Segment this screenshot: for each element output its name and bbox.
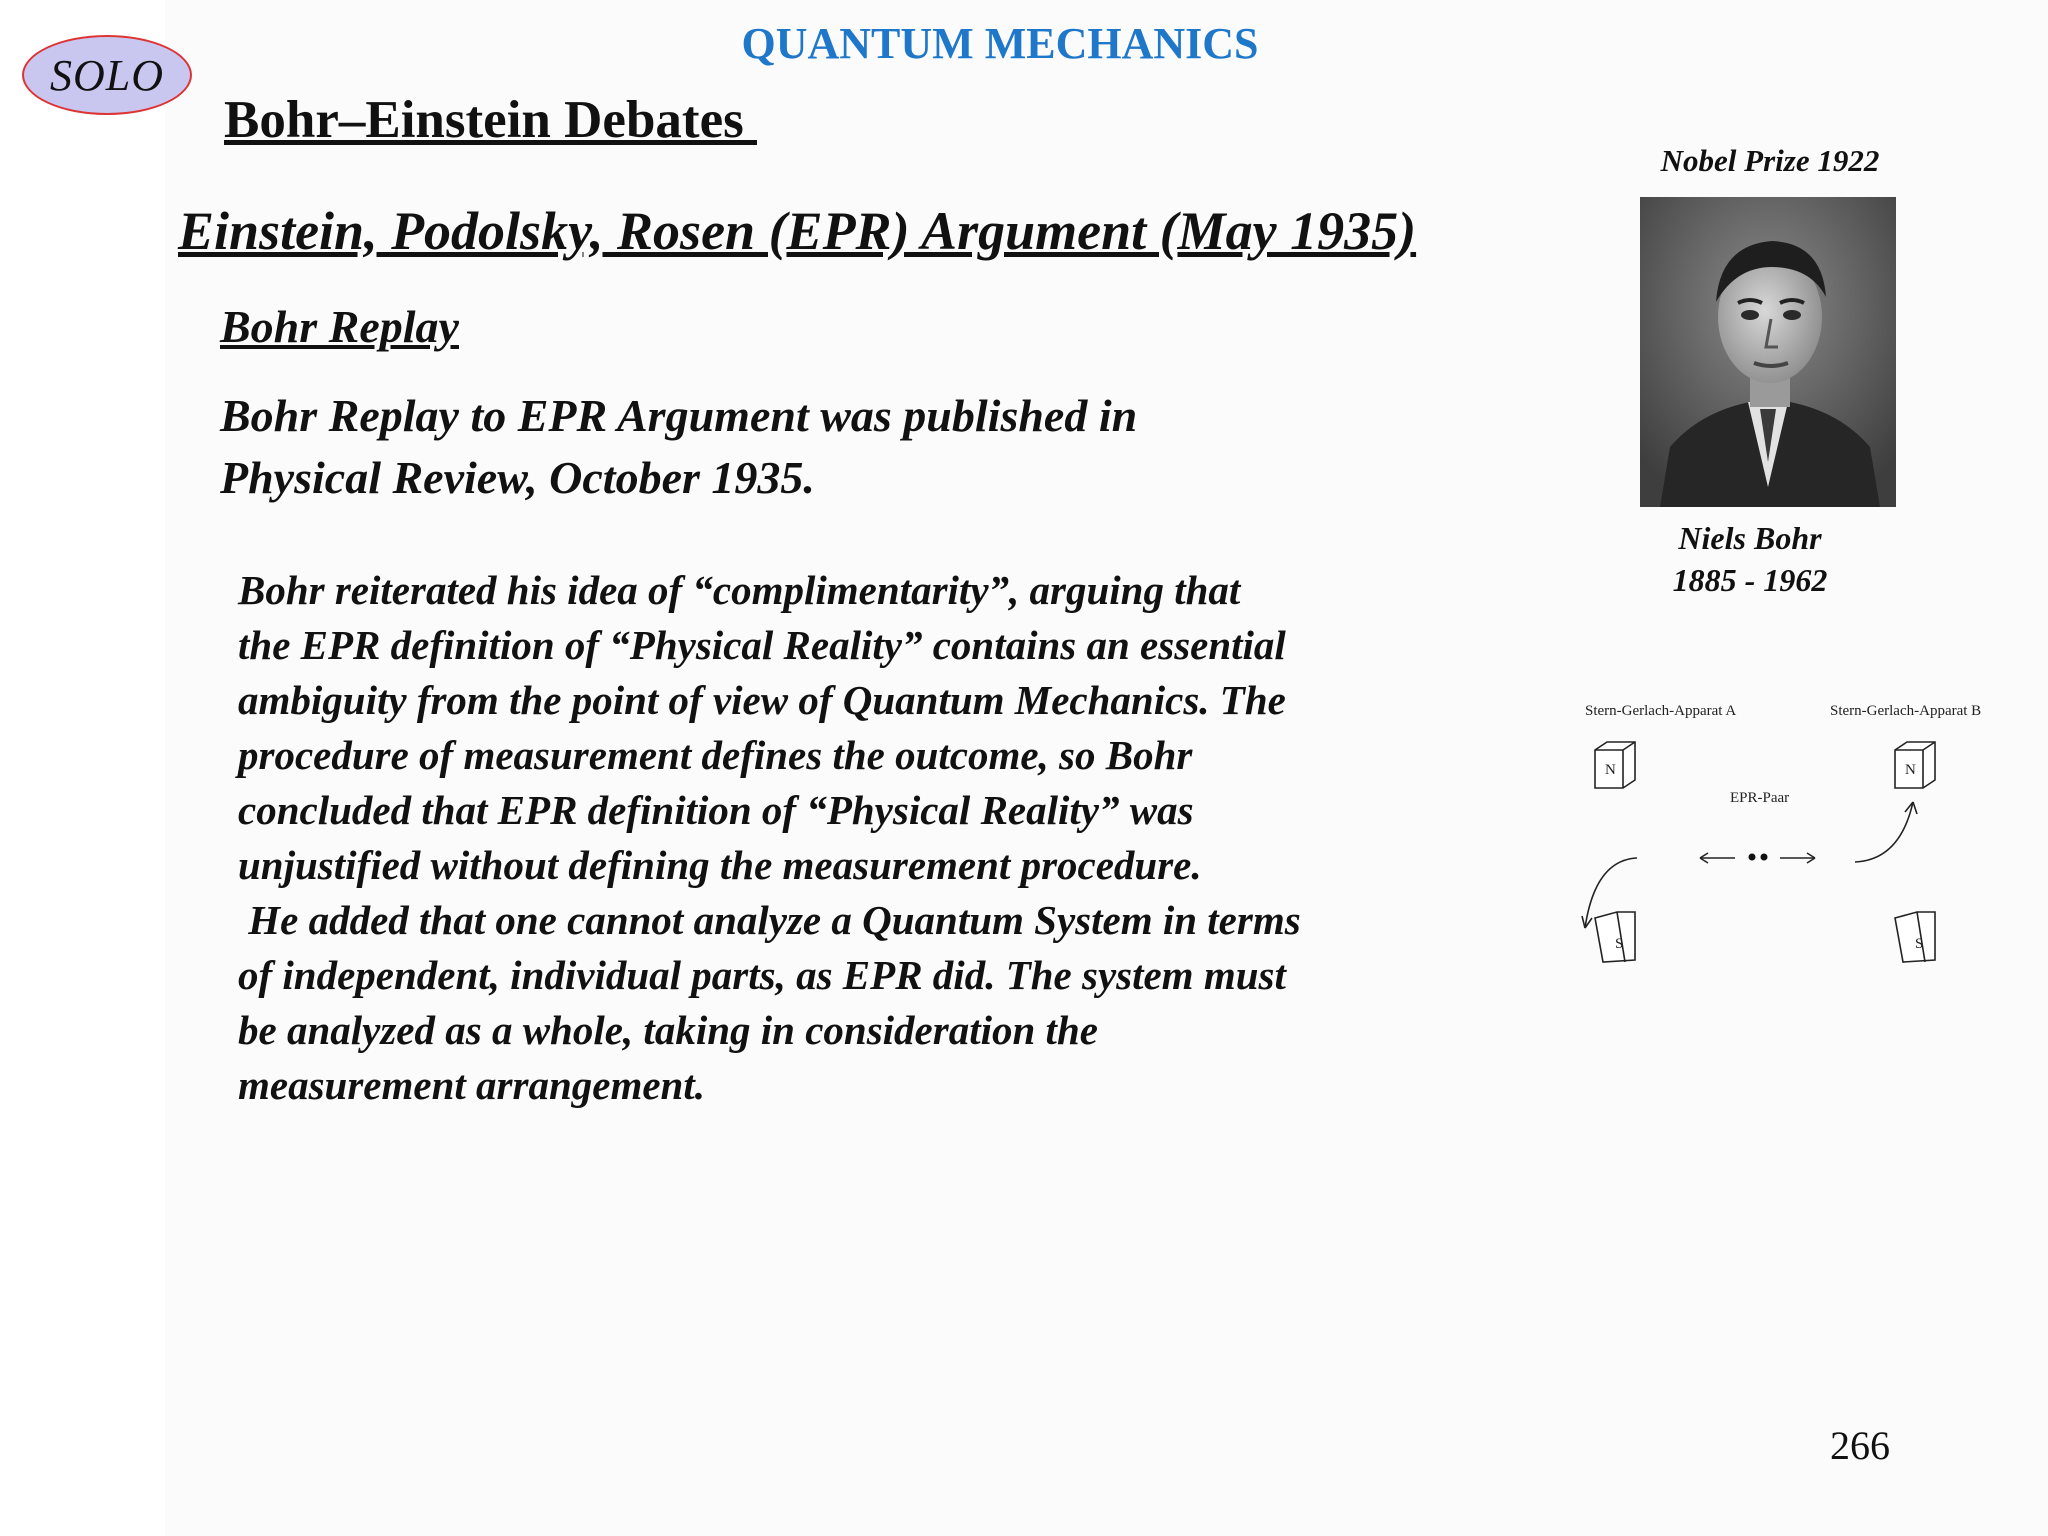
epr-pair-label: EPR-Paar (1730, 790, 1790, 806)
body-paragraph (238, 563, 1468, 1113)
slide-header: QUANTUM MECHANICS (741, 19, 1259, 68)
niels-bohr-portrait (1640, 197, 1896, 507)
body-line: Bohr reiterated his idea of “complimentarity”, arguing that (238, 567, 1241, 613)
topic-heading: Bohr Replay (220, 301, 459, 352)
nobel-prize-label: Nobel Prize 1922 (1660, 143, 1880, 178)
solo-badge-label: SOLO (49, 50, 165, 100)
magnet-b-south (1895, 912, 1935, 962)
body-line: the EPR definition of “Physical Reality” contains an essential (238, 622, 1286, 668)
magnet-a-south (1595, 912, 1635, 962)
magnet-b-north (1895, 742, 1935, 788)
epr-pair (1700, 853, 1815, 863)
slide-left-margin (0, 0, 165, 1536)
magnet-a-north (1595, 742, 1635, 788)
body-line: unjustified without defining the measurement procedure. (238, 842, 1202, 888)
portrait-name: Niels Bohr (1678, 520, 1822, 556)
stern-gerlach-diagram (1555, 690, 2035, 990)
page-number: 266 (1830, 1423, 1890, 1468)
publication-line: Physical Review, October 1935. (220, 452, 815, 503)
trajectory-up-arrow (1855, 802, 1917, 862)
body-line: concluded that EPR definition of “Physical Reality” was (238, 787, 1194, 833)
portrait-image (1640, 197, 1896, 507)
publication-note (220, 385, 1320, 509)
body-line: He added that one cannot analyze a Quantum System in terms (238, 897, 1301, 943)
apparatus-b-label: Stern-Gerlach-Apparat B (1830, 703, 1982, 719)
pole-label: S (1915, 936, 1924, 952)
solo-badge (22, 35, 192, 115)
pole-label: N (1605, 762, 1616, 778)
pole-label: N (1905, 762, 1916, 778)
subsection-heading: Einstein, Podolsky, Rosen (EPR) Argument (May 1935) (178, 201, 1417, 261)
body-line: measurement arrangement. (238, 1062, 705, 1108)
body-line: be analyzed as a whole, taking in consideration the (238, 1007, 1098, 1053)
portrait-years: 1885 - 1962 (1672, 562, 1828, 598)
portrait-caption (1620, 517, 1880, 601)
body-line: ambiguity from the point of view of Quantum Mechanics. The (238, 677, 1286, 723)
body-line: procedure of measurement defines the outcome, so Bohr (238, 732, 1193, 778)
body-line: of independent, individual parts, as EPR did. The system must (238, 952, 1286, 998)
publication-line: Bohr Replay to EPR Argument was published in (220, 390, 1138, 441)
section-heading: Bohr–Einstein Debates (224, 91, 757, 149)
pole-label: S (1615, 936, 1624, 952)
apparatus-a-label: Stern-Gerlach-Apparat A (1585, 703, 1737, 719)
